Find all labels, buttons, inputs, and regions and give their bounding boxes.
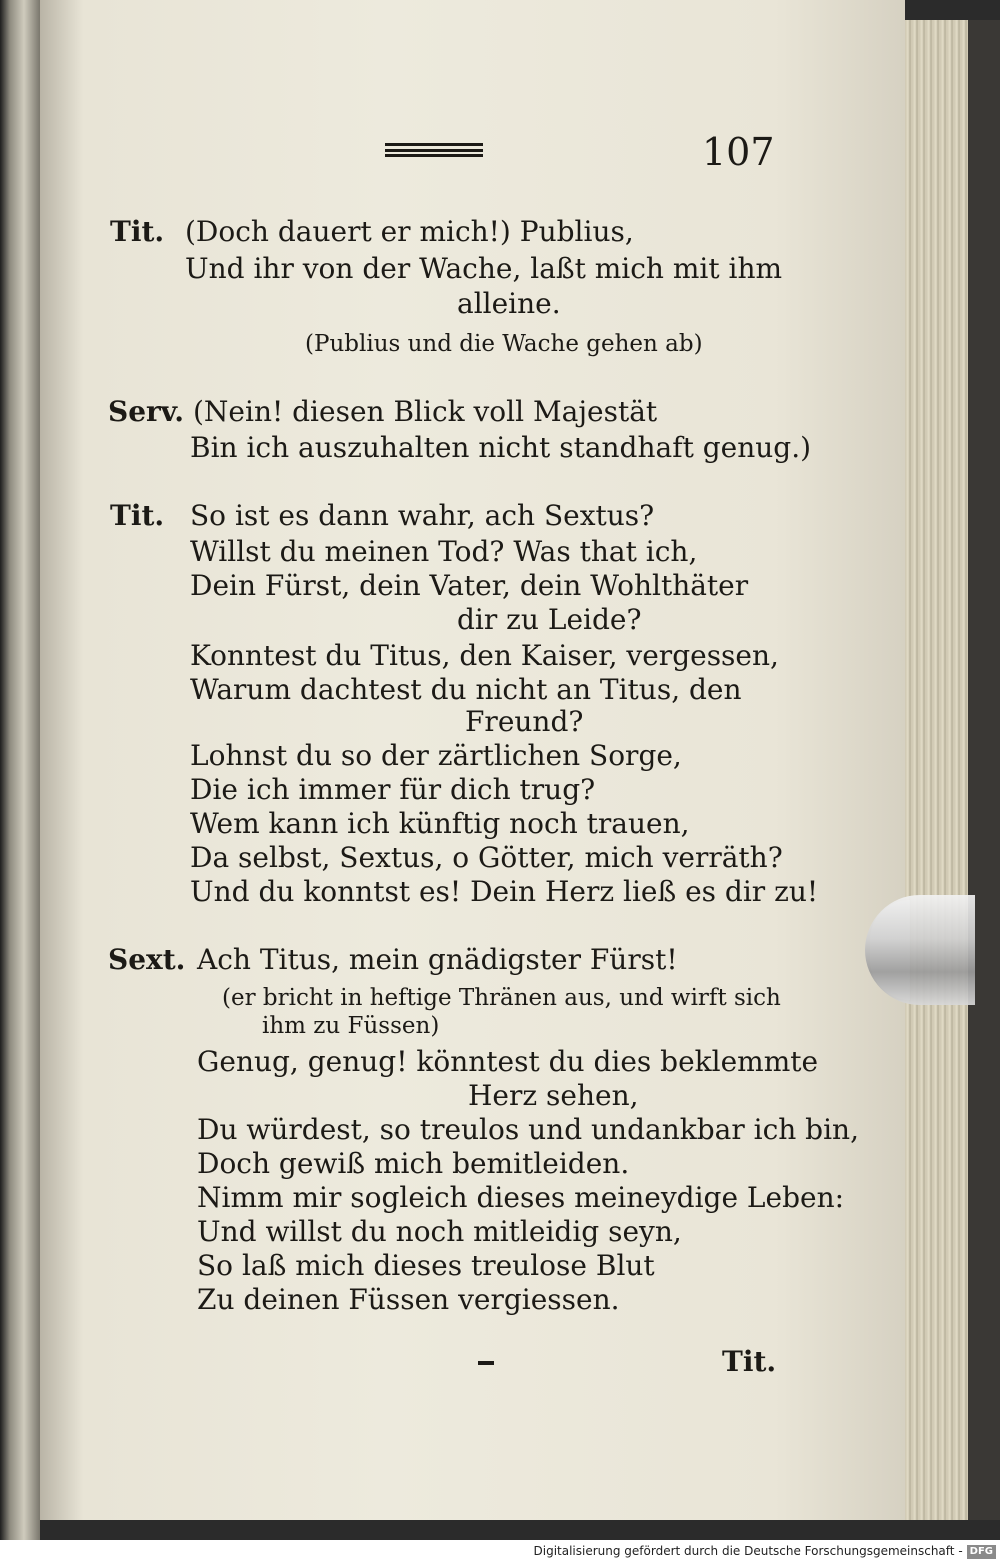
page-number: 107	[702, 130, 775, 174]
text-line: (Nein! diesen Blick voll Majestät	[193, 395, 658, 428]
text-line: Herz sehen,	[468, 1079, 639, 1112]
text-line: Willst du meinen Tod? Was that ich,	[190, 535, 698, 568]
digitization-footer	[0, 1540, 1000, 1562]
text-line: Ach Titus, mein gnädigster Fürst!	[197, 943, 678, 976]
page-clip	[865, 895, 975, 1005]
text-line: Genug, genug! könntest du dies beklemmte	[197, 1045, 819, 1078]
book-cover-edge	[968, 20, 1000, 1520]
stage-direction: (er bricht in heftige Thränen aus, und wirft sich	[222, 985, 781, 1011]
text-line: So ist es dann wahr, ach Sextus?	[190, 499, 655, 532]
text-line: Und willst du noch mitleidig seyn,	[197, 1215, 682, 1248]
text-line: (Doch dauert er mich!) Publius,	[185, 215, 634, 248]
speaker-sext: Sext.	[108, 943, 186, 976]
text-line: Du würdest, so treulos und undankbar ich bin,	[197, 1113, 859, 1146]
text-line: alleine.	[457, 287, 561, 320]
page-dash	[478, 1361, 494, 1365]
text-line: Freund?	[465, 705, 584, 738]
text-line: Bin ich auszuhalten nicht standhaft genug.)	[190, 431, 812, 464]
left-page-edge	[0, 0, 40, 1562]
text-line: dir zu Leide?	[457, 603, 642, 636]
text-line: Da selbst, Sextus, o Götter, mich verräth?	[190, 841, 783, 874]
stage-direction: ihm zu Füssen)	[262, 1013, 440, 1039]
stage-direction: (Publius und die Wache gehen ab)	[305, 331, 703, 357]
header-rule	[385, 143, 483, 157]
text-line: Dein Fürst, dein Vater, dein Wohlthäter	[190, 569, 749, 602]
page-edges	[905, 20, 975, 1520]
text-line: Warum dachtest du nicht an Titus, den	[190, 673, 742, 706]
text-line: So laß mich dieses treulose Blut	[197, 1249, 655, 1282]
speaker-tit: Tit.	[110, 499, 165, 532]
speaker-serv: Serv.	[108, 395, 184, 428]
text-line: Und du konntst es! Dein Herz ließ es dir zu!	[190, 875, 819, 908]
text-line: Und ihr von der Wache, laßt mich mit ihm	[185, 252, 783, 285]
text-line: Lohnst du so der zärtlichen Sorge,	[190, 739, 682, 772]
footer-text: Digitalisierung gefördert durch die Deutsche Forschungsgemeinschaft -	[533, 1544, 963, 1558]
catchword: Tit.	[722, 1345, 777, 1378]
text-line: Die ich immer für dich trug?	[190, 773, 596, 806]
text-line: Konntest du Titus, den Kaiser, vergessen,	[190, 639, 779, 672]
text-line: Wem kann ich künftig noch trauen,	[190, 807, 690, 840]
text-line: Nimm mir sogleich dieses meineydige Leben:	[197, 1181, 845, 1214]
dfg-logo: DFG	[967, 1545, 996, 1559]
text-line: Doch gewiß mich bemitleiden.	[197, 1147, 630, 1180]
speaker-tit: Tit.	[110, 215, 165, 248]
text-line: Zu deinen Füssen vergiessen.	[197, 1283, 620, 1316]
